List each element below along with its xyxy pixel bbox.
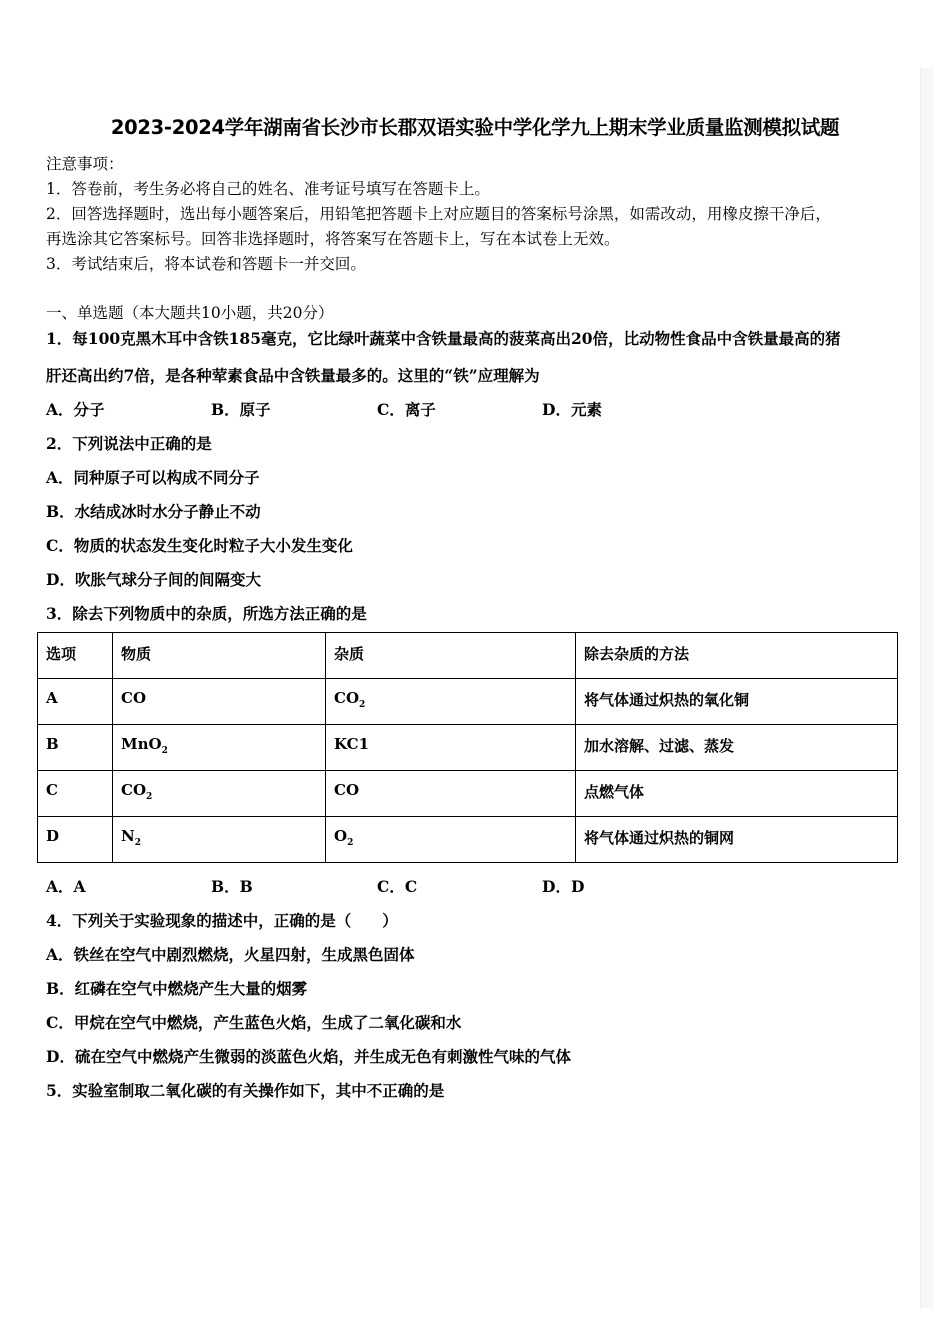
right-scroll-margin bbox=[920, 68, 933, 1308]
table-row bbox=[38, 771, 898, 817]
formula-base: CO bbox=[121, 781, 147, 799]
cell-impurity bbox=[326, 679, 576, 725]
notes-heading: 注意事项： bbox=[46, 155, 124, 173]
q2-option-a[interactable]: A．同种原子可以构成不同分子 bbox=[46, 468, 260, 487]
notes-line-3: 再选涂其它答案标号。回答非选择题时，将答案写在答题卡上，写在本试卷上无效。 bbox=[46, 230, 620, 248]
q4-stem: 4．下列关于实验现象的描述中，正确的是（ ） bbox=[46, 911, 398, 930]
q4-option-c[interactable]: C．甲烷在空气中燃烧，产生蓝色火焰，生成了二氧化碳和水 bbox=[46, 1013, 462, 1032]
table-row bbox=[38, 679, 898, 725]
q3-stem: 3．除去下列物质中的杂质，所选方法正确的是 bbox=[46, 604, 367, 623]
q4-option-a[interactable]: A．铁丝在空气中剧烈燃烧，火星四射，生成黑色固体 bbox=[46, 945, 415, 964]
q3-option-d[interactable]: D．D bbox=[542, 877, 585, 896]
cell-option: B bbox=[38, 725, 113, 771]
formula-subscript: 2 bbox=[134, 838, 141, 848]
header-cell-substance: 物质 bbox=[113, 633, 326, 679]
header-cell-option: 选项 bbox=[38, 633, 113, 679]
table-row bbox=[38, 817, 898, 863]
formula-subscript: 2 bbox=[359, 700, 366, 710]
formula-subscript: 2 bbox=[347, 838, 354, 848]
cell-impurity bbox=[326, 817, 576, 863]
header-cell-method: 除去杂质的方法 bbox=[576, 633, 898, 679]
cell-method: 加水溶解、过滤、蒸发 bbox=[576, 725, 898, 771]
cell-option: A bbox=[38, 679, 113, 725]
table-header-row bbox=[38, 633, 898, 679]
cell-option: D bbox=[38, 817, 113, 863]
q3-table bbox=[37, 632, 898, 863]
cell-substance: CO bbox=[113, 679, 326, 725]
cell-substance bbox=[113, 771, 326, 817]
cell-method: 将气体通过炽热的铜网 bbox=[576, 817, 898, 863]
cell-substance bbox=[113, 725, 326, 771]
notes-line-4: 3．考试结束后，将本试卷和答题卡一并交回。 bbox=[46, 255, 366, 273]
q5-stem: 5．实验室制取二氧化碳的有关操作如下，其中不正确的是 bbox=[46, 1081, 445, 1100]
table-row bbox=[38, 725, 898, 771]
cell-method: 将气体通过炽热的氧化铜 bbox=[576, 679, 898, 725]
q1-option-c[interactable]: C．离子 bbox=[377, 400, 436, 419]
cell-option: C bbox=[38, 771, 113, 817]
q2-stem: 2．下列说法中正确的是 bbox=[46, 434, 212, 453]
cell-method: 点燃气体 bbox=[576, 771, 898, 817]
header-cell-impurity: 杂质 bbox=[326, 633, 576, 679]
page-title: 2023-2024学年湖南省长沙市长郡双语实验中学化学九上期末学业质量监测模拟试题 bbox=[110, 116, 840, 139]
q1-option-d[interactable]: D．元素 bbox=[542, 400, 602, 419]
notes-line-2: 2．回答选择题时，选出每小题答案后，用铅笔把答题卡上对应题目的答案标号涂黑，如需改动，用橡皮擦干净后， bbox=[46, 205, 831, 223]
q3-option-c[interactable]: C．C bbox=[377, 877, 418, 896]
q3-option-a[interactable]: A．A bbox=[46, 877, 86, 896]
q4-option-b[interactable]: B．红磷在空气中燃烧产生大量的烟雾 bbox=[46, 979, 308, 998]
formula-base: N bbox=[121, 827, 135, 845]
formula-base: MnO bbox=[121, 735, 162, 753]
q2-option-b[interactable]: B．水结成冰时水分子静止不动 bbox=[46, 502, 261, 521]
formula-base: CO bbox=[334, 689, 360, 707]
q1-stem-line-2: 肝还高出约7倍，是各种荤素食品中含铁量最多的。这里的“铁”应理解为 bbox=[46, 366, 540, 385]
q1-option-b[interactable]: B．原子 bbox=[211, 400, 271, 419]
cell-impurity: CO bbox=[326, 771, 576, 817]
q1-stem-line-1: 1．每100克黑木耳中含铁185毫克，它比绿叶蔬菜中含铁量最高的菠菜高出20倍，比动物性食品中含铁量最高的猪 bbox=[46, 329, 841, 348]
q4-option-d[interactable]: D．硫在空气中燃烧产生微弱的淡蓝色火焰，并生成无色有刺激性气味的气体 bbox=[46, 1047, 571, 1066]
notes-line-1: 1．答卷前，考生务必将自己的姓名、准考证号填写在答题卡上。 bbox=[46, 180, 490, 198]
q1-option-a[interactable]: A．分子 bbox=[46, 400, 105, 419]
q3-option-b[interactable]: B．B bbox=[211, 877, 253, 896]
formula-base: O bbox=[334, 827, 348, 845]
cell-substance bbox=[113, 817, 326, 863]
formula-subscript: 2 bbox=[161, 746, 168, 756]
q2-option-d[interactable]: D．吹胀气球分子间的间隔变大 bbox=[46, 570, 261, 589]
cell-impurity: KC1 bbox=[326, 725, 576, 771]
section-heading: 一、单选题（本大题共10小题，共20分） bbox=[46, 304, 334, 322]
formula-subscript: 2 bbox=[146, 792, 153, 802]
q2-option-c[interactable]: C．物质的状态发生变化时粒子大小发生变化 bbox=[46, 536, 353, 555]
